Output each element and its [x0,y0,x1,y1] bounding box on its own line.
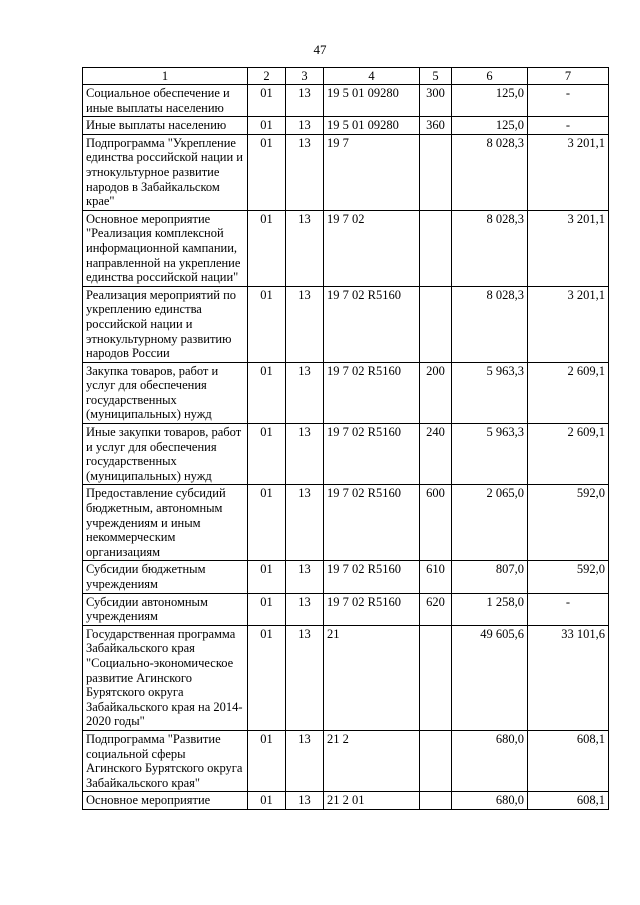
row-target-article-cell: 19 7 02 R5160 [324,424,420,485]
row-amount-col7-cell: 3 201,1 [528,210,609,286]
column-header: 7 [528,68,609,85]
row-target-article-cell: 19 5 01 09280 [324,85,420,117]
table-row [83,792,609,810]
table-row [83,134,609,210]
table-row [83,210,609,286]
row-expense-type-cell: 600 [420,485,452,561]
row-target-article-cell: 19 7 [324,134,420,210]
row-amount-col6-cell: 8 028,3 [452,286,528,362]
row-name-cell: Субсидии автономным учреждениям [83,593,248,625]
row-name-cell: Предоставление субсидий бюджетным, автономным учреждениям и иным некоммерческим организациям [83,485,248,561]
row-subsection-cell: 13 [286,85,324,117]
row-amount-col7-cell: 592,0 [528,561,609,593]
column-header: 5 [420,68,452,85]
row-expense-type-cell: 200 [420,362,452,423]
row-section-cell: 01 [248,210,286,286]
row-amount-col6-cell: 680,0 [452,730,528,791]
page-number: 47 [313,42,327,57]
row-section-cell: 01 [248,362,286,423]
row-target-article-cell: 19 7 02 [324,210,420,286]
row-amount-col7-cell: 608,1 [528,792,609,810]
row-name-cell: Основное мероприятие [83,792,248,810]
row-amount-col6-cell: 125,0 [452,117,528,135]
row-expense-type-cell [420,730,452,791]
row-target-article-cell: 21 2 01 [324,792,420,810]
row-subsection-cell: 13 [286,593,324,625]
row-name-cell: Подпрограмма "Укрепление единства российской нации и этнокультурное развитие народов в Забайкальском крае" [83,134,248,210]
row-name-cell: Закупка товаров, работ и услуг для обеспечения государственных (муниципальных) нужд [83,362,248,423]
row-expense-type-cell: 610 [420,561,452,593]
column-header: 4 [324,68,420,85]
row-subsection-cell: 13 [286,362,324,423]
row-amount-col7-cell: 592,0 [528,485,609,561]
row-section-cell: 01 [248,730,286,791]
row-section-cell: 01 [248,593,286,625]
table-row [83,85,609,117]
row-name-cell: Иные закупки товаров, работ и услуг для обеспечения государственных (муниципальных) нужд [83,424,248,485]
row-expense-type-cell: 360 [420,117,452,135]
row-subsection-cell: 13 [286,730,324,791]
row-amount-col7-cell: 33 101,6 [528,625,609,730]
table-row [83,362,609,423]
row-expense-type-cell: 240 [420,424,452,485]
row-name-cell: Основное мероприятие "Реализация комплексной информационной кампании, направленной на укрепление единства российской нации" [83,210,248,286]
row-name-cell: Реализация мероприятий по укреплению единства российской нации и этнокультурному развитию народов России [83,286,248,362]
table-row [83,593,609,625]
row-amount-col7-cell: - [528,85,609,117]
table-row [83,730,609,791]
row-target-article-cell: 19 5 01 09280 [324,117,420,135]
row-expense-type-cell [420,210,452,286]
row-expense-type-cell [420,286,452,362]
row-section-cell: 01 [248,485,286,561]
table-row [83,117,609,135]
table-row [83,286,609,362]
row-amount-col7-cell: 2 609,1 [528,362,609,423]
row-section-cell: 01 [248,625,286,730]
row-subsection-cell: 13 [286,117,324,135]
row-section-cell: 01 [248,792,286,810]
table-row [83,561,609,593]
row-amount-col6-cell: 8 028,3 [452,210,528,286]
row-section-cell: 01 [248,134,286,210]
row-target-article-cell: 19 7 02 R5160 [324,286,420,362]
row-section-cell: 01 [248,286,286,362]
row-subsection-cell: 13 [286,134,324,210]
row-target-article-cell: 19 7 02 R5160 [324,561,420,593]
row-expense-type-cell [420,625,452,730]
table-header-row [83,68,609,85]
row-amount-col7-cell: 3 201,1 [528,134,609,210]
row-section-cell: 01 [248,561,286,593]
row-name-cell: Иные выплаты населению [83,117,248,135]
row-amount-col6-cell: 8 028,3 [452,134,528,210]
table-row [83,485,609,561]
row-target-article-cell: 21 2 [324,730,420,791]
row-name-cell: Государственная программа Забайкальского края "Социально-экономическое развитие Агинского Бурятского округа Забайкальского края на 2014-2020 годы" [83,625,248,730]
row-subsection-cell: 13 [286,792,324,810]
row-subsection-cell: 13 [286,485,324,561]
row-name-cell: Социальное обеспечение и иные выплаты населению [83,85,248,117]
row-section-cell: 01 [248,424,286,485]
row-target-article-cell: 19 7 02 R5160 [324,593,420,625]
row-subsection-cell: 13 [286,424,324,485]
row-target-article-cell: 21 [324,625,420,730]
row-name-cell: Подпрограмма "Развитие социальной сферы Агинского Бурятского округа Забайкальского края" [83,730,248,791]
row-amount-col7-cell: 2 609,1 [528,424,609,485]
row-subsection-cell: 13 [286,625,324,730]
row-amount-col7-cell: - [528,593,609,625]
row-expense-type-cell: 620 [420,593,452,625]
row-section-cell: 01 [248,85,286,117]
row-target-article-cell: 19 7 02 R5160 [324,485,420,561]
row-target-article-cell: 19 7 02 R5160 [324,362,420,423]
row-amount-col6-cell: 5 963,3 [452,424,528,485]
row-amount-col7-cell: 608,1 [528,730,609,791]
row-amount-col6-cell: 125,0 [452,85,528,117]
row-subsection-cell: 13 [286,286,324,362]
row-amount-col7-cell: 3 201,1 [528,286,609,362]
row-amount-col6-cell: 5 963,3 [452,362,528,423]
row-amount-col6-cell: 49 605,6 [452,625,528,730]
row-expense-type-cell: 300 [420,85,452,117]
column-header: 2 [248,68,286,85]
row-section-cell: 01 [248,117,286,135]
row-name-cell: Субсидии бюджетным учреждениям [83,561,248,593]
table-row [83,625,609,730]
row-amount-col6-cell: 680,0 [452,792,528,810]
budget-table [82,67,609,810]
row-amount-col6-cell: 807,0 [452,561,528,593]
row-subsection-cell: 13 [286,210,324,286]
table-row [83,424,609,485]
column-header: 6 [452,68,528,85]
row-expense-type-cell [420,134,452,210]
row-amount-col6-cell: 2 065,0 [452,485,528,561]
row-amount-col6-cell: 1 258,0 [452,593,528,625]
row-subsection-cell: 13 [286,561,324,593]
row-expense-type-cell [420,792,452,810]
column-header: 1 [83,68,248,85]
column-header: 3 [286,68,324,85]
row-amount-col7-cell: - [528,117,609,135]
